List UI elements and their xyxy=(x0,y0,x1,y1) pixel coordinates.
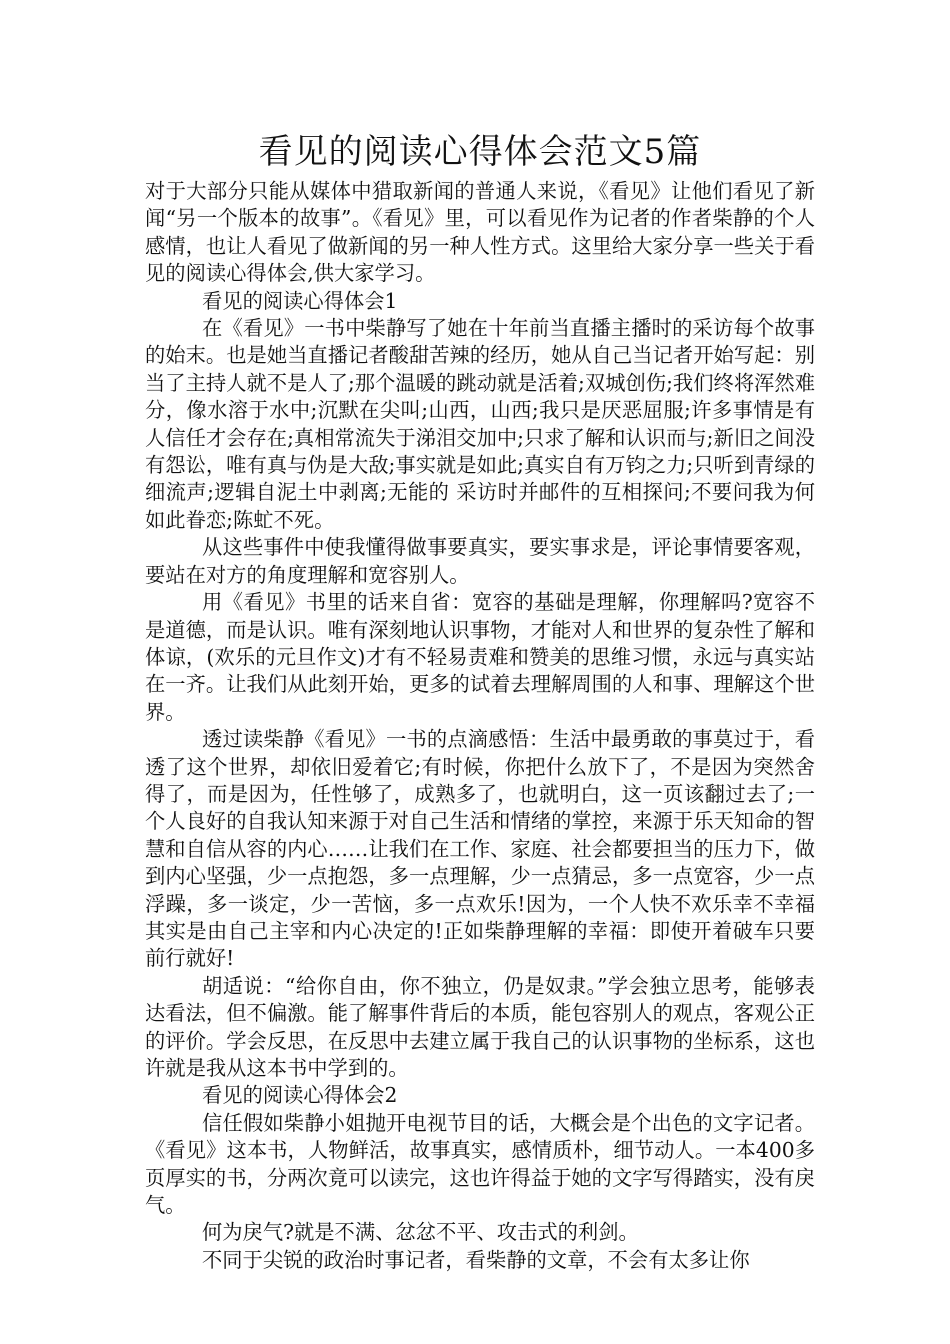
document-body xyxy=(145,178,815,1274)
paragraph: 何为戾气?就是不满、忿忿不平、攻击式的利剑。 xyxy=(202,1220,639,1245)
paragraph: 对于大部分只能从媒体中猎取新闻的普通人来说，《看见》让他们看见了新闻“另一个版本的故事”。《看见》里，可以看见作为记者的作者柴静的个人感情，也让人看见了做新闻的另一种人性方式。这里给大家分享一些关于看见的阅读心得体会,供大家学习。 xyxy=(145,179,815,286)
paragraph: 透过读柴静《看见》一书的点滴感悟：生活中最勇敢的事莫过于，看透了这个世界，却依旧爱着它;有时候，你把什么放下了，不是因为突然舍得了，而是因为，任性够了，成熟多了，也就明白，这一页该翻过去了;一个人良好的自我认知来源于对自己生活和情绪的掌控，来源于乐天知命的智慧和自信从容的内心……让我们在工作、家庭、社会都要担当的压力下，做到内心坚强，少一点抱怨，多一点理解，少一点猜忌，多一点宽容，少一点浮躁，多一谈定，少一苦恼，多一点欢乐!因为，一个人快不欢乐幸不幸福其实是由自己主宰和内心决定的!正如柴静理解的幸福：即使开着破车只要前行就好! xyxy=(145,727,815,971)
paragraph: 在《看见》一书中柴静写了她在十年前当直播主播时的采访每个故事的始末。也是她当直播记者酸甜苦辣的经历，她从自己当记者开始写起：别当了主持人就不是人了;那个温暖的跳动就是活着;双城创伤;我们终将浑然难分，像水溶于水中;沉默在尖叫;山西，山西;我只是厌恶屈服;许多事情是有人信任才会存在;真相常流失于涕泪交加中;只求了解和认识而与;新旧之间没有怨讼，唯有真与伪是大敌;事实就是如此;真实自有万钧之力;只听到青绿的细流声;逻辑自泥土中剥离;无能的 采访时并邮件的互相探问;不要问我为何如此眷恋;陈虻不死。 xyxy=(145,316,815,532)
paragraph: 不同于尖锐的政治时事记者，看柴静的文章，不会有太多让你 xyxy=(202,1247,750,1272)
paragraph: 信任假如柴静小姐抛开电视节目的话，大概会是个出色的文字记者。《看见》这本书，人物鲜活，故事真实，感情质朴，细节动人。一本400多页厚实的书，分两次竟可以读完，这也许得益于她的文字写得踏实，没有戾气。 xyxy=(145,1110,815,1218)
paragraph: 胡适说：“给你自由，你不独立，仍是奴隶。”学会独立思考，能够表达看法，但不偏激。能了解事件背后的本质，能包容别人的观点，客观公正的评价。学会反思，在反思中去建立属于我自己的认识事物的坐标系，这也许就是我从这本书中学到的。 xyxy=(145,973,815,1080)
paragraph: 看见的阅读心得体会2 xyxy=(202,1083,398,1108)
paragraph: 看见的阅读心得体会1 xyxy=(202,288,398,313)
document-page xyxy=(145,130,815,1274)
paragraph: 从这些事件中使我懂得做事要真实，要实事求是，评论事情要客观，要站在对方的角度理解和宽容别人。 xyxy=(145,535,815,587)
paragraph: 用《看见》书里的话来自省：宽容的基础是理解，你理解吗?宽容不是道德，而是认识。唯有深刻地认识事物，才能对人和世界的复杂性了解和体谅，(欢乐的元旦作文)才有不轻易责难和赞美的思维习惯，永远与真实站在一齐。让我们从此刻开始，更多的试着去理解周围的人和事、理解这个世界。 xyxy=(145,590,815,724)
document-title: 看见的阅读心得体会范文5篇 xyxy=(258,132,702,172)
